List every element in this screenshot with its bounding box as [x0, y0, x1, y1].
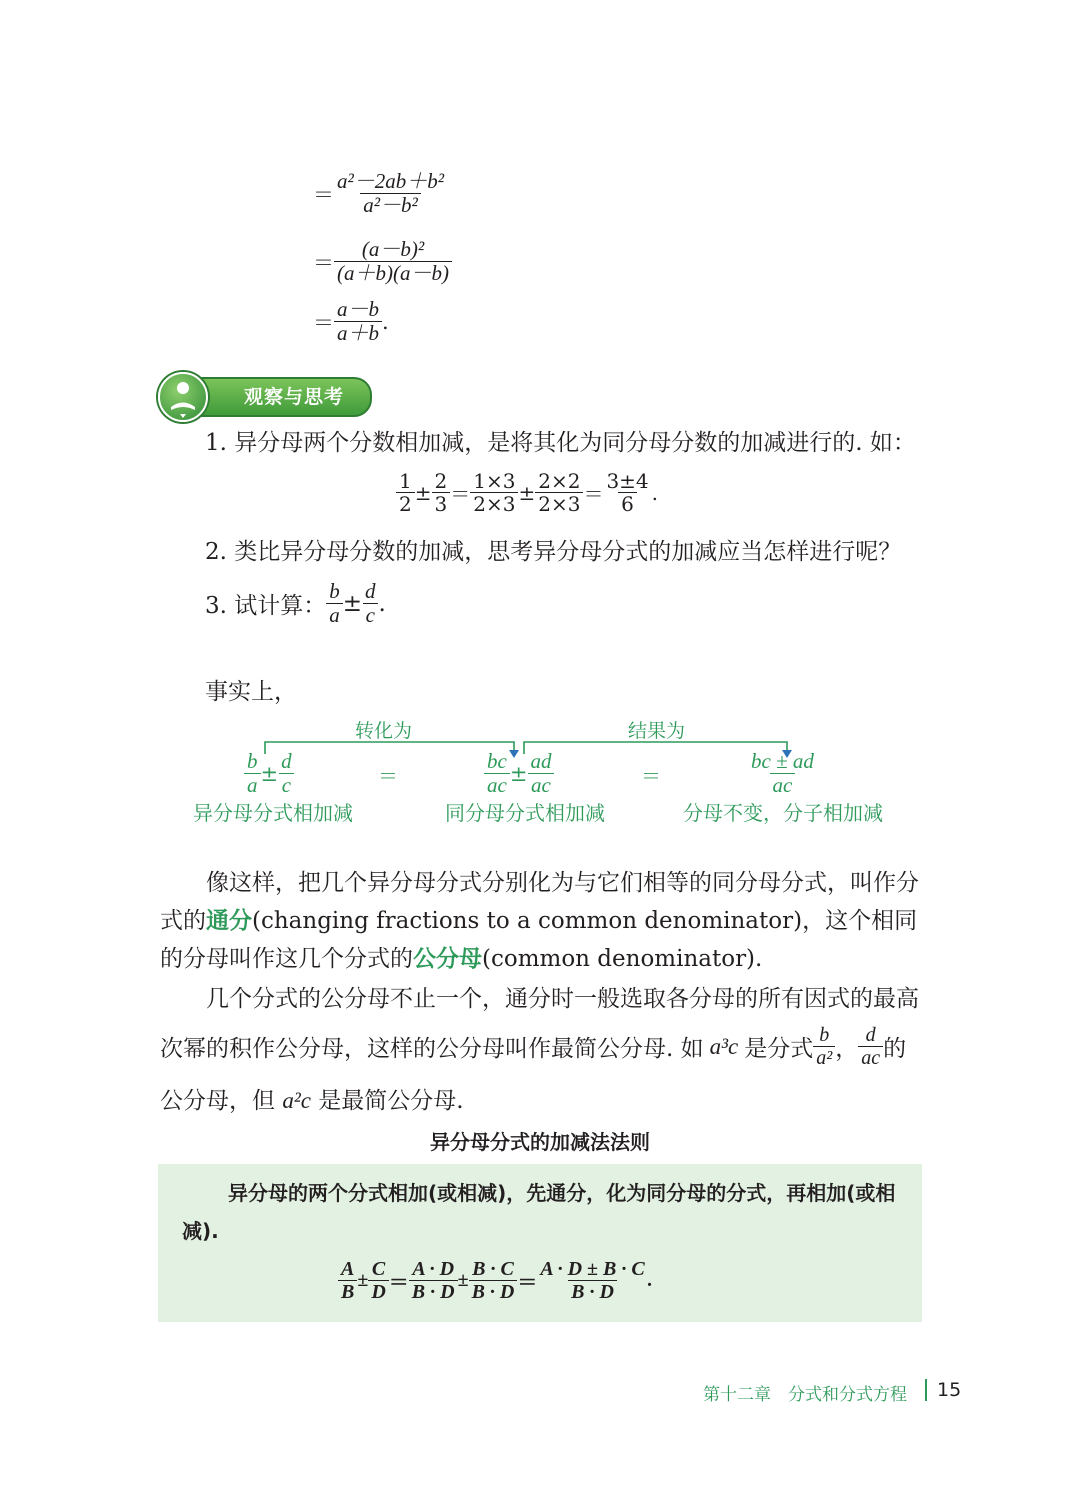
para2-line3: 公分母，但 a²c 是最简公分母. — [160, 1088, 464, 1114]
rule-title: 异分母分式的加减法法则 — [430, 1130, 650, 1154]
reader-icon — [158, 372, 208, 422]
rule-box — [158, 1164, 922, 1322]
equals-sign-1: ＝ — [378, 764, 398, 788]
question-1: 1. 异分母两个分数相加减，是将其化为同分母分数的加减进行的. 如： — [205, 430, 916, 456]
equals-sign-2: ＝ — [641, 764, 661, 788]
para2-line2: 次幂的积作公分母，这样的公分母叫作最简公分母. 如 a³c 是分式 $\frac{b}{\text{a²}}$ ， $\frac{d}{ac}$ 的 — [160, 1024, 907, 1069]
arrow-label-result: 结果为 — [628, 720, 686, 742]
definition-paragraph: 像这样，把几个异分母分式分别化为与它们相等的同分母分式，叫作分式的通分(changing fractions to a common denominator)，这个相同的分母叫作这几个分式的公分母(common denominator). — [160, 870, 919, 972]
rule-formula: $\frac{A}{B}$ ± $\frac{C}{D}$ ＝ $\frac{A \cdot D}{B \cdot D}$ ± $\frac{B \cdot C}{B \cdot D}$ ＝ $\frac{A \cdot D \pm B \cdot C}{B \cdot D}$ . — [338, 1258, 653, 1303]
term-tongfen: 通分 — [206, 908, 252, 934]
question-3: 3. 试计算： $\frac{b}{a}$ ± $\frac{d}{c}$ . — [205, 579, 386, 628]
chapter-title: 第十二章 分式和分式方程 — [703, 1385, 907, 1405]
term-gongfenmu: 公分母 — [413, 946, 482, 972]
question-1-formula: $\frac{1}{2}$ ± $\frac{2}{3}$ ＝ $\frac{1\times 3}{2\times 3}$ ± $\frac{2\times 2}{2\times 3}$ ＝ $\frac{3\pm 4}{6}$ . — [396, 470, 658, 515]
fraction: $\frac{\text{(a－b)²}}{(a+b)(a-b)}$ — [334, 238, 452, 285]
caption-unlike: 异分母分式相加减 — [193, 801, 353, 825]
derivation-line-1: ＝ $\frac{\text{a²－2ab＋b²}}{\text{a²－b²}}$ — [313, 170, 447, 217]
question-2: 2. 类比异分母分数的加减，思考异分母分式的加减应当怎样进行呢？ — [205, 539, 902, 565]
rule-text: 异分母的两个分式相加(或相减)，先通分，化为同分母的分式，再相加(或相减). — [182, 1181, 896, 1243]
arrow-label-convert: 转化为 — [355, 720, 413, 742]
derivation-line-3: ＝ $\frac{a-b}{a+b}$ . — [313, 297, 389, 346]
observe-think-badge: 观察与思考 — [158, 372, 370, 418]
para2-line1: 几个分式的公分母不止一个，通分时一般选取各分母的所有因式的最高 — [206, 986, 919, 1012]
fraction: $\frac{\text{a²－2ab＋b²}}{\text{a²－b²}}$ — [337, 169, 445, 218]
caption-like: 同分母分式相加减 — [445, 801, 605, 825]
footer-divider — [925, 1379, 927, 1401]
expr-result: $\frac{bc \pm ad}{ac}$ — [751, 749, 814, 798]
derivation-line-2: ＝ $\frac{\text{(a－b)²}}{(a+b)(a-b)}$ — [313, 238, 452, 285]
fraction: $\frac{a-b}{a+b}$ — [334, 298, 382, 345]
fact-label: 事实上， — [205, 679, 297, 705]
expr-like-denominators: $\frac{bc}{ac}$ ± $\frac{ad}{ac}$ — [484, 750, 554, 797]
expr-unlike-denominators: $\frac{b}{a}$ ± $\frac{d}{c}$ — [244, 750, 295, 797]
caption-result: 分母不变，分子相加减 — [683, 801, 883, 825]
page-number: 15 — [937, 1379, 962, 1401]
